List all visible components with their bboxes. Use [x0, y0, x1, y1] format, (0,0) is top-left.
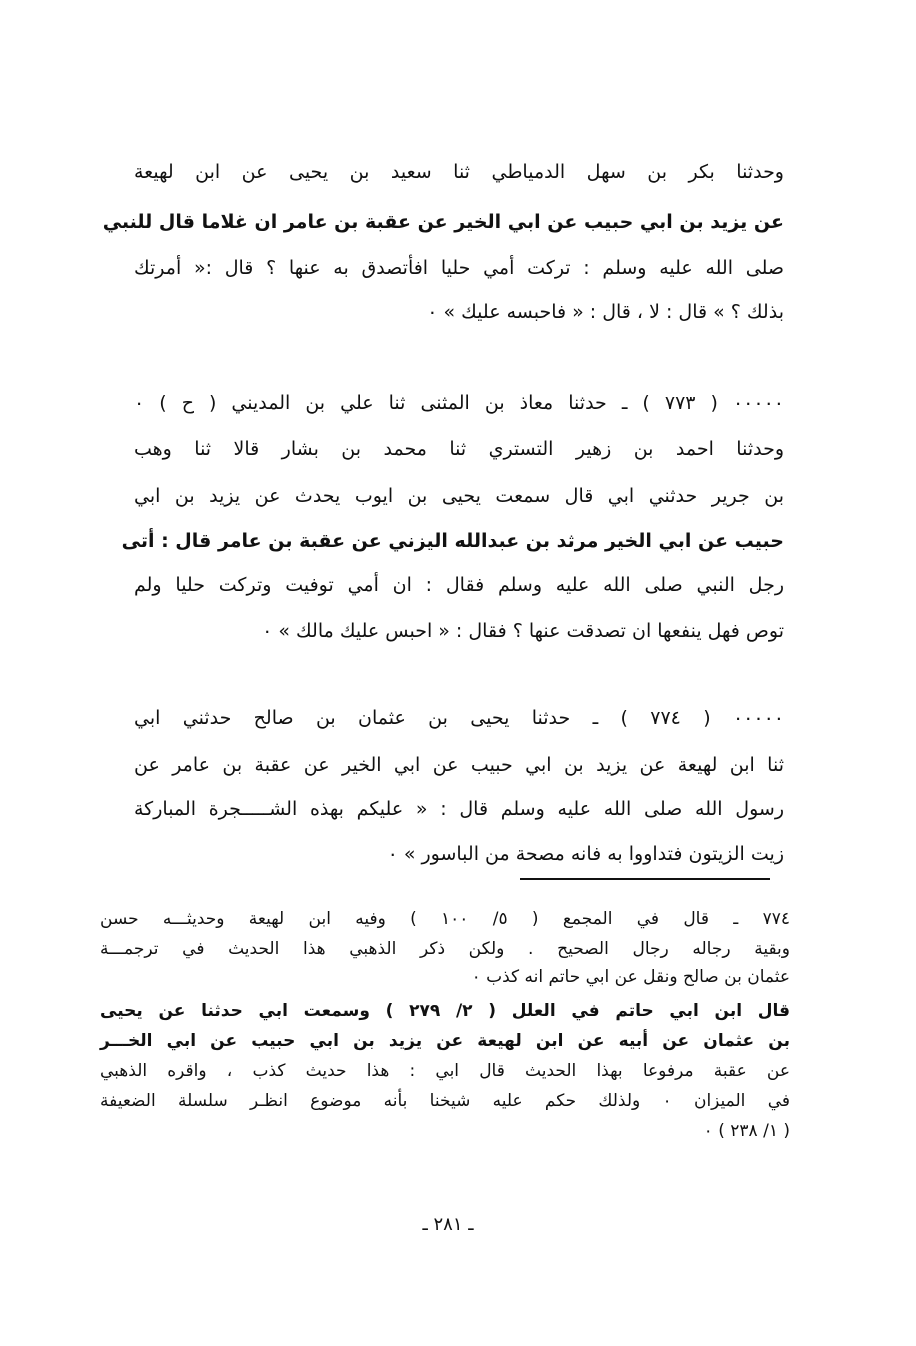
page-number: ـ ٢٨١ ـ	[422, 1214, 474, 1235]
footnote-line: ( ١/ ٢٣٨ ) ٠	[703, 1121, 790, 1141]
text-line: رسول الله صلى الله عليه وسلم قال : « عليكم بهذه الشـــــجرة المباركة	[134, 798, 784, 820]
text-line: صلى الله عليه وسلم : تركت أمي حليا افأتصدق به عنها ؟ قال :« أمرتك	[134, 257, 784, 279]
footnote-line: ٧٧٤ ـ قال في المجمع ( ٥/ ١٠٠ ) وفيه ابن لهيعة وحديثـــه حسن	[100, 909, 790, 929]
text-line: بذلك ؟ » قال : لا ، قال : « فاحبسه عليك » ٠	[427, 301, 784, 323]
footnote-line: وبقية رجاله رجال الصحيح . ولكن ذكر الذهبي هذا الحديث في ترجمـــة	[100, 939, 790, 959]
footnote-line: قال ابن ابي حاتم في العلل ( ٢/ ٢٧٩ ) وسمعت ابي حدثنا عن يحيى	[100, 1001, 790, 1021]
text-line: توص فهل ينفعها ان تصدقت عنها ؟ فقال : « احبس عليك مالك » ٠	[262, 620, 784, 642]
footnote-line: بن عثمان عن أبيه عن ابن لهيعة عن يزيد بن ابي حبيب عن ابي الخـــر	[100, 1031, 790, 1051]
text-line: رجل النبي صلى الله عليه وسلم فقال : ان أمي توفيت وتركت حليا ولم	[134, 574, 784, 596]
text-line: ثنا ابن لهيعة عن يزيد بن ابي حبيب عن ابي الخير عن عقبة بن عامر عن	[134, 754, 784, 776]
text-line: وحدثنا احمد بن زهير التستري ثنا محمد بن بشار قالا ثنا وهب	[134, 438, 784, 460]
text-line: عن يزيد بن ابي حبيب عن ابي الخير عن عقبة بن عامر ان غلاما قال للنبي	[102, 211, 784, 233]
footnote-separator	[520, 878, 770, 880]
footnote-line: عن عقبة مرفوعا بهذا الحديث قال ابي : هذا حديث كذب ، واقره الذهبي	[100, 1061, 790, 1081]
hadith-773-heading: ٠٠٠٠٠ ( ٧٧٣ ) ـ حدثنا معاذ بن المثنى ثنا علي بن المديني ( ح ) ٠	[134, 392, 784, 414]
hadith-774-heading: ٠٠٠٠٠ ( ٧٧٤ ) ـ حدثنا يحيى بن عثمان بن صالح حدثني ابي	[134, 707, 784, 729]
footnote-line: عثمان بن صالح ونقل عن ابي حاتم انه كذب ٠	[471, 967, 790, 987]
text-line: وحدثنا بكر بن سهل الدمياطي ثنا سعيد بن يحيى عن ابن لهيعة	[134, 161, 784, 183]
text-line: بن جرير حدثني ابي قال سمعت يحيى بن ايوب يحدث عن يزيد بن ابي	[134, 485, 784, 507]
text-line: حبيب عن ابي الخير مرثد بن عبدالله اليزني عن عقبة بن عامر قال : أتى	[121, 530, 784, 552]
text-line: زيت الزيتون فتداووا به فانه مصحة من الباسور » ٠	[387, 843, 784, 865]
footnote-line: في الميزان ٠ ولذلك حكم عليه شيخنا بأنه موضوع انظـر سلسلة الضعيفة	[100, 1091, 790, 1111]
